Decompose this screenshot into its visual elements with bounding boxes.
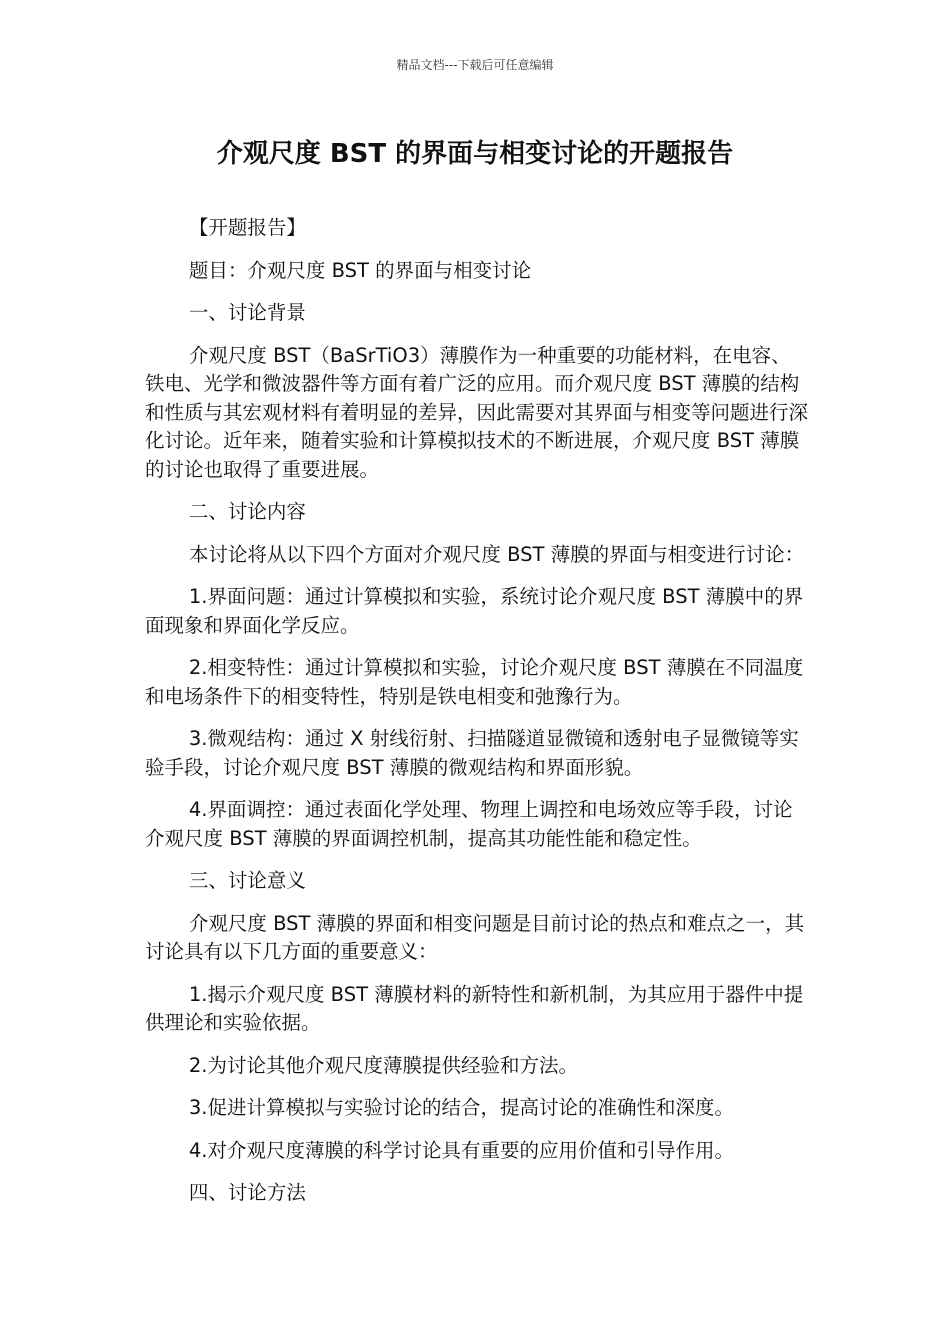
heading-content: 二、讨论内容 bbox=[188, 500, 306, 523]
content-item-2: 2.相变特性：通过计算模拟和实验，讨论介观尺度 BST 薄膜在不同温度和电场条件下的相变特性，特别是铁电相变和弛豫行为。 bbox=[145, 656, 804, 708]
significance-item-4: 4.对介观尺度薄膜的科学讨论具有重要的应用价值和引导作用。 bbox=[188, 1138, 734, 1162]
significance-item-1: 1.揭示介观尺度 BST 薄膜材料的新特性和新机制，为其应用于器件中提供理论和实验依据。 bbox=[145, 982, 804, 1034]
heading-background: 一、讨论背景 bbox=[188, 301, 306, 324]
content-item-3: 3.微观结构：通过 X 射线衍射、扫描隧道显微镜和透射电子显微镜等实验手段，讨论介观尺度 BST 薄膜的微观结构和界面形貌。 bbox=[145, 727, 799, 779]
document-body bbox=[145, 214, 810, 1222]
content-item-1: 1.界面问题：通过计算模拟和实验，系统讨论介观尺度 BST 薄膜中的界面现象和界面化学反应。 bbox=[145, 585, 804, 637]
heading-method: 四、讨论方法 bbox=[188, 1181, 306, 1204]
significance-intro-paragraph: 介观尺度 BST 薄膜的界面和相变问题是目前讨论的热点和难点之一，其讨论具有以下几方面的重要意义： bbox=[145, 911, 805, 963]
topic-line: 题目：介观尺度 BST 的界面与相变讨论 bbox=[188, 258, 532, 282]
background-paragraph: 介观尺度 BST（BaSrTiO3）薄膜作为一种重要的功能材料，在电容、铁电、光学和微波器件等方面有着广泛的应用。而介观尺度 BST 薄膜的结构和性质与其宏观材料有着明显的差异，因此需要对其界面与相变等问题进行深化讨论。近年来，随着实验和计算模拟技术的不断进展，介观尺度 BST 薄膜的讨论也取得了重要进展。 bbox=[145, 343, 809, 481]
document-title: 介观尺度 BST 的界面与相变讨论的开题报告 bbox=[216, 139, 734, 169]
content-item-4: 4.界面调控：通过表面化学处理、物理上调控和电场效应等手段，讨论介观尺度 BST 薄膜的界面调控机制，提高其功能性能和稳定性。 bbox=[145, 798, 793, 850]
significance-item-3: 3.促进计算模拟与实验讨论的结合，提高讨论的准确性和深度。 bbox=[188, 1096, 734, 1119]
significance-item-2: 2.为讨论其他介观尺度薄膜提供经验和方法。 bbox=[188, 1053, 578, 1077]
heading-significance: 三、讨论意义 bbox=[188, 869, 306, 892]
header-note: 精品文档---下载后可任意编辑 bbox=[396, 58, 554, 72]
section-label-report: 【开题报告】 bbox=[188, 216, 306, 239]
content-intro-paragraph: 本讨论将从以下四个方面对介观尺度 BST 薄膜的界面与相变进行讨论： bbox=[188, 542, 805, 566]
